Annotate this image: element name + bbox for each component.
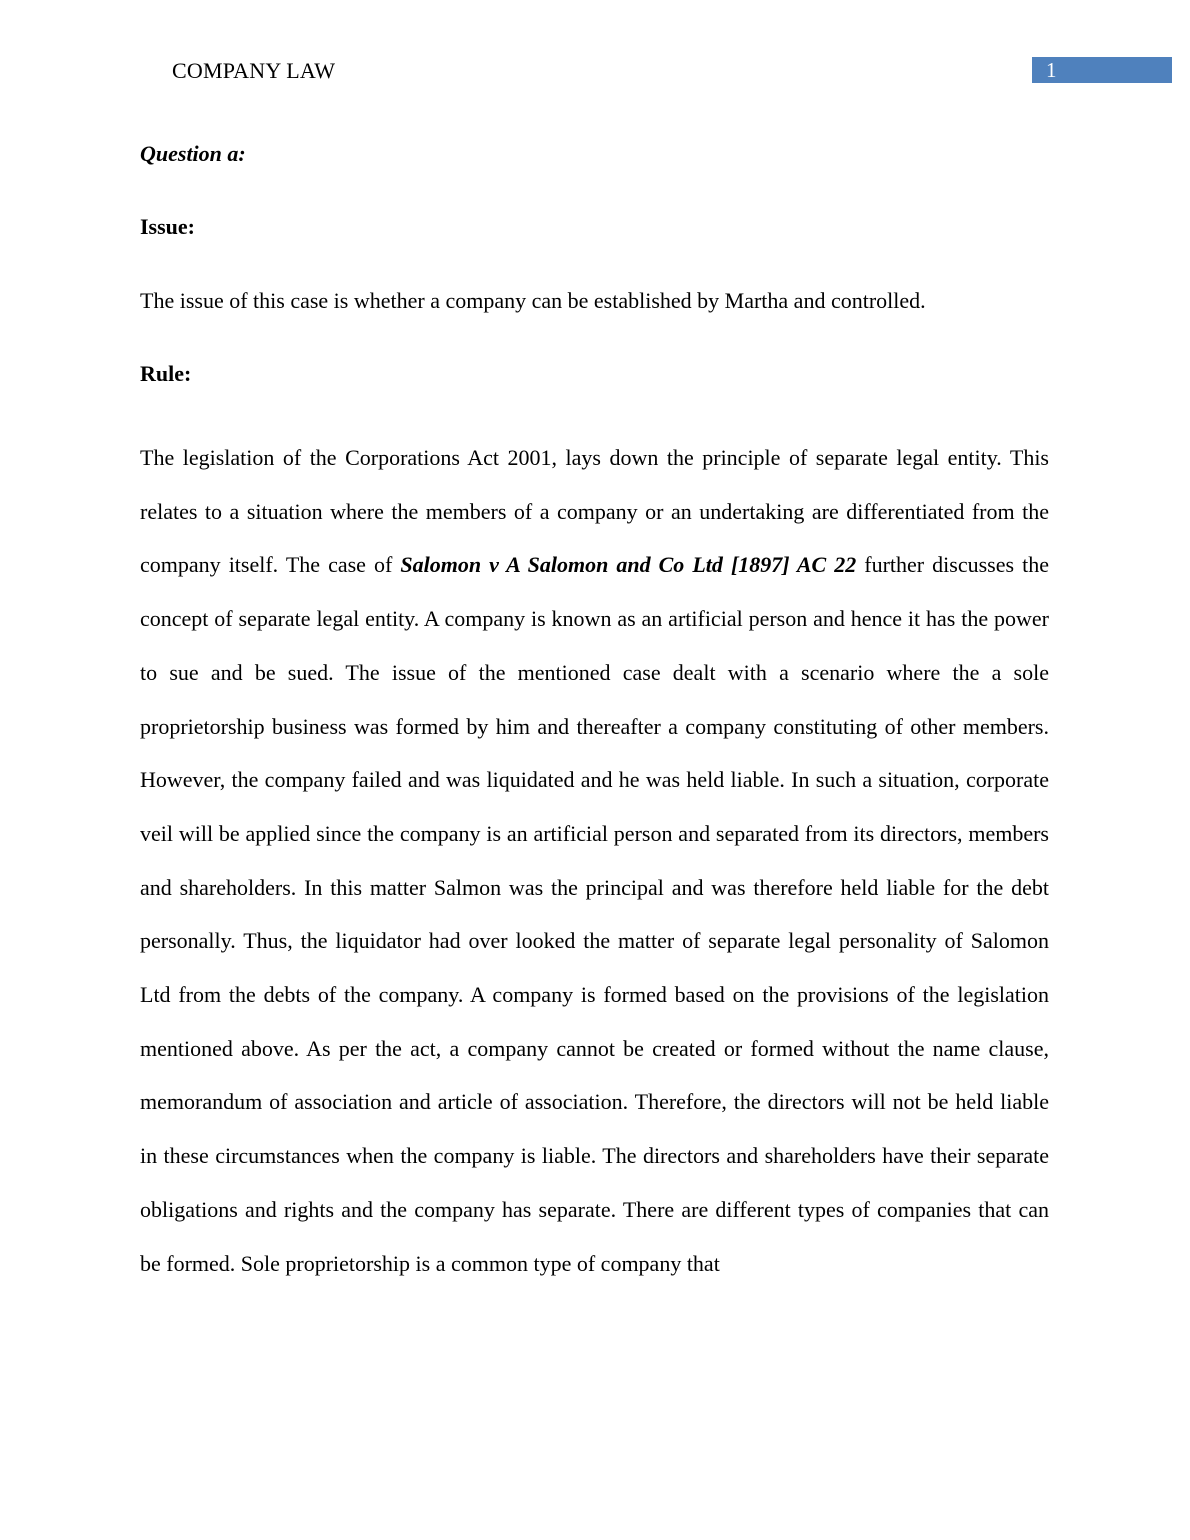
rule-heading: Rule: — [140, 361, 192, 386]
issue-paragraph: The issue of this case is whether a company can be established by Martha and controlled. — [140, 288, 926, 313]
issue-heading: Issue: — [140, 214, 196, 239]
rule-text-before-case: The legislation of the Corporations Act 2001, lays down the principle of separate legal entity. This relates to a situation where the members of a company or an undertaking are differentiated from the company itself. The case of — [140, 445, 1049, 578]
rule-text-after-case: further discusses the concept of separate legal entity. A company is known as an artificial person and hence it has the power to sue and be sued. The issue of the mentioned case dealt with a scenario where the a sole proprietorship business was formed by him and thereafter a company constituting of other members. However, the company failed and was liquidated and he was held liable. In such a situation, corporate veil will be applied since the company is an artificial person and separated from its directors, members and shareholders. In this matter Salmon was the principal and was therefore held liable for the debt personally. Thus, the liquidator had over looked the matter of separate legal personality of Salomon Ltd from the debts of the company. A company is formed based on the provisions of the legislation mentioned above. As per the act, a company cannot be created or formed without the name clause, memorandum of association and article of association. Therefore, the directors will not be held liable in these circumstances when the company is liable. The directors and shareholders have their separate obligations and rights and the company has separate. There are different types of companies that can be formed. Sole proprietorship is a common type of company that — [140, 552, 1049, 1276]
page-number-box — [1032, 57, 1172, 83]
page-number: 1 — [1046, 58, 1057, 82]
rule-paragraph — [140, 431, 1049, 1290]
question-heading: Question a: — [140, 141, 246, 166]
running-head-title: COMPANY LAW — [172, 58, 336, 83]
case-citation: Salomon v A Salomon and Co Ltd [1897] AC 22 — [400, 552, 857, 578]
